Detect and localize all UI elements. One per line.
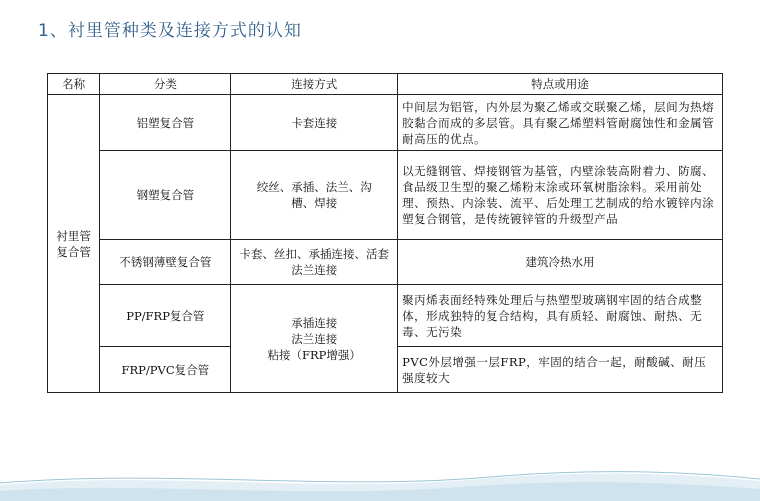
category-cell: PP/FRP复合管: [100, 285, 231, 347]
category-cell: 钢塑复合管: [100, 151, 231, 240]
group-name-cell: 衬里管复合管: [48, 95, 100, 393]
feature-cell: 聚丙烯表面经特殊处理后与热塑型玻璃钢牢固的结合成整体，形成独特的复合结构，具有质轻、耐腐蚀、耐热、无毒、无污染: [398, 285, 723, 347]
connection-cell-shared: 承插连接 法兰连接 粘接（FRP增强）: [231, 285, 398, 393]
pipe-types-table: [47, 73, 723, 393]
feature-cell: 建筑冷热水用: [398, 240, 723, 285]
connection-cell: 卡套连接: [231, 95, 398, 151]
category-cell: FRP/PVC复合管: [100, 347, 231, 393]
table-header-row: [48, 74, 723, 95]
table-row: [48, 151, 723, 240]
header-category: 分类: [100, 74, 231, 95]
header-connection: 连接方式: [231, 74, 398, 95]
header-feature: 特点或用途: [398, 74, 723, 95]
decorative-wave: [0, 463, 760, 501]
connection-cell: 绞丝、承插、法兰、沟槽、焊接: [231, 151, 398, 240]
table-row: [48, 240, 723, 285]
table-row: [48, 95, 723, 151]
category-cell: 铝塑复合管: [100, 95, 231, 151]
connection-cell: 卡套、丝扣、承插连接、活套法兰连接: [231, 240, 398, 285]
feature-cell: 以无缝钢管、焊接钢管为基管，内壁涂装高附着力、防腐、食品级卫生型的聚乙烯粉末涂或环氧树脂涂料。采用前处理、预热、内涂装、流平、后处理工艺制成的给水镀锌内涂塑复合钢管，是传统镀锌管的升级型产品: [398, 151, 723, 240]
feature-cell: PVC外层增强一层FRP，牢固的结合一起，耐酸碱、耐压强度较大: [398, 347, 723, 393]
table-row: [48, 285, 723, 347]
feature-cell: 中间层为铝管，内外层为聚乙烯或交联聚乙烯，层间为热熔胶黏合而成的多层管。具有聚乙烯塑料管耐腐蚀性和金属管耐高压的优点。: [398, 95, 723, 151]
category-cell: 不锈钢薄壁复合管: [100, 240, 231, 285]
page-title: 1、衬里管种类及连接方式的认知: [38, 21, 302, 41]
header-name: 名称: [48, 74, 100, 95]
